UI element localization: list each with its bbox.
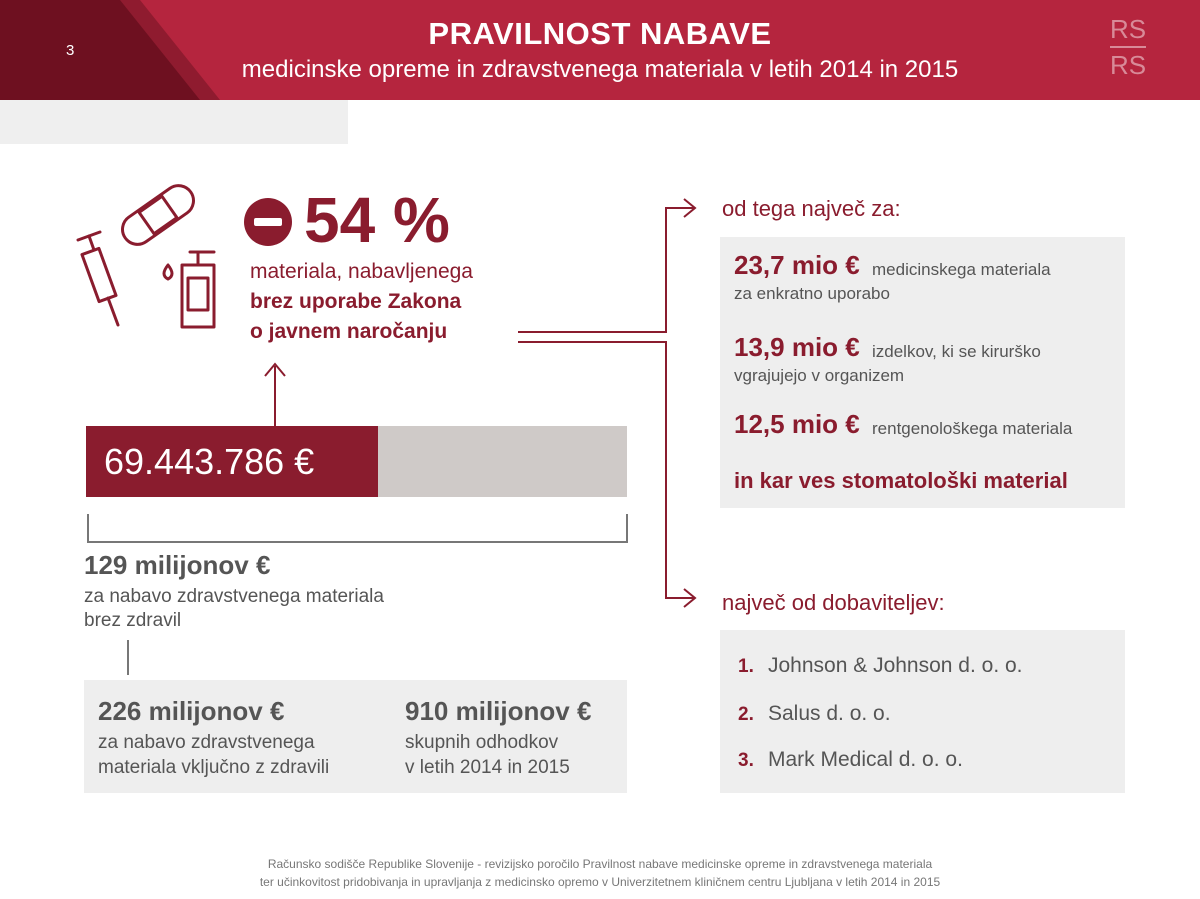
arrow-head-top: [684, 199, 695, 217]
breakdown-heading: od tega največ za:: [722, 196, 901, 221]
bar-bracket: [88, 514, 627, 542]
rs-logo: [1108, 14, 1148, 80]
medical-supplies-icon: [70, 180, 230, 340]
breakdown-text-2b: vgrajujejo v organizem: [734, 366, 905, 385]
page-number: 3: [66, 42, 75, 59]
summary-desc-1b: materiala vključno z zdravili: [98, 757, 330, 778]
disinfectant-bottle-icon: [164, 252, 214, 327]
supplier-rank-3: 3.: [738, 750, 754, 771]
summary-desc-2a: skupnih odhodkov: [405, 732, 559, 753]
supplier-name-3: Mark Medical d. o. o.: [768, 748, 963, 771]
footer-line2: ter učinkovitost pridobivanja in upravljanja z medicinsko opremo v Univerzitetnem kliničnem centru Ljubljana v letih 2014 in 2015: [259, 875, 941, 889]
breakdown-text-1b: za enkratno uporabo: [734, 284, 890, 303]
supplier-name-1: Johnson & Johnson d. o. o.: [768, 654, 1023, 677]
header-shadow: [0, 100, 348, 144]
logo-text-bottom: RS: [1109, 50, 1147, 80]
breakdown-text-3: rentgenološkega materiala: [872, 419, 1073, 438]
suppliers-heading: največ od dobaviteljev:: [722, 590, 945, 615]
header-banner: [0, 0, 1200, 100]
summary-desc-1a: za nabavo zdravstvenega: [98, 732, 315, 753]
arrow-head-bottom: [684, 589, 695, 607]
breakdown-text-2: izdelkov, ki se kirurško: [872, 342, 1041, 361]
bandage-icon: [117, 180, 200, 250]
page-title: PRAVILNOST NABAVE: [428, 16, 772, 51]
footer-line1: Računsko sodišče Republike Slovenije - revizijsko poročilo Pravilnost nabave medicinske opreme in zdravstvenega materiala: [267, 857, 933, 871]
connector-top: [518, 208, 694, 332]
summary-amount-1: 226 milijonov €: [98, 696, 285, 726]
up-arrow-head: [265, 364, 285, 376]
percent-value: 54 %: [304, 184, 450, 256]
minus-icon: [244, 198, 292, 246]
breakdown-amount-2: 13,9 mio €: [734, 332, 860, 362]
total-description-line2: brez zdravil: [84, 610, 182, 631]
summary-desc-2b: v letih 2014 in 2015: [405, 757, 570, 778]
highlight-text-line2: brez uporabe Zakona: [250, 290, 462, 313]
supplier-name-2: Salus d. o. o.: [768, 702, 891, 725]
breakdown-amount-1: 23,7 mio €: [734, 250, 860, 280]
page-subtitle: medicinske opreme in zdravstvenega materiala v letih 2014 in 2015: [241, 56, 959, 83]
summary-amount-2: 910 milijonov €: [405, 696, 592, 726]
highlight-text-line1: materiala, nabavljenega: [250, 260, 473, 283]
breakdown-amount-3: 12,5 mio €: [734, 409, 860, 439]
supplier-rank-1: 1.: [738, 656, 754, 677]
total-amount: 129 milijonov €: [84, 550, 271, 580]
bar-value-label: 69.443.786 €: [104, 441, 315, 482]
breakdown-final: in kar ves stomatološki material: [734, 468, 1068, 493]
supplier-rank-2: 2.: [738, 704, 754, 725]
breakdown-text-1: medicinskega materiala: [872, 260, 1051, 279]
total-description-line1: za nabavo zdravstvenega materiala: [84, 586, 384, 607]
logo-text-top: RS: [1109, 14, 1147, 44]
syringe-icon: [78, 232, 118, 325]
highlight-text-line3: o javnem naročanju: [250, 320, 448, 343]
logo-rule: [1110, 46, 1146, 48]
